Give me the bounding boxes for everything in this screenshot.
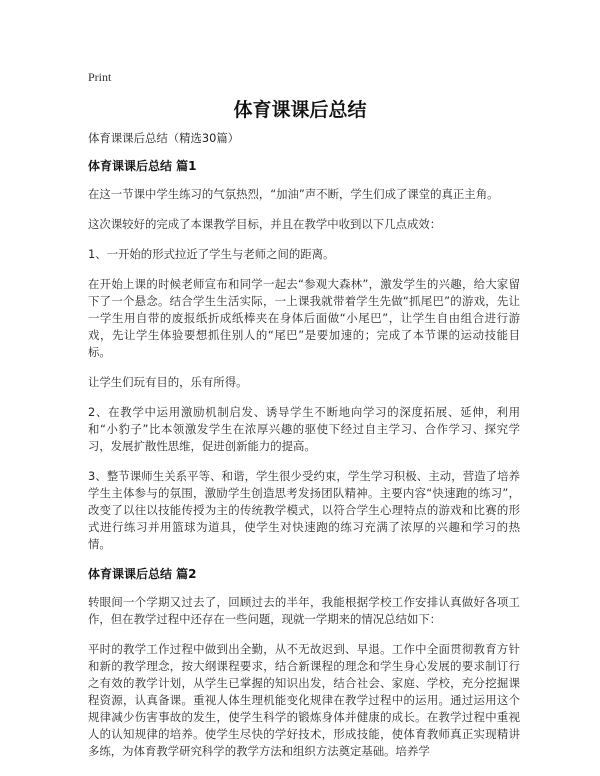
document-body — [88, 130, 520, 773]
document-subtitle: 体育课课后总结（精选30篇） — [88, 131, 240, 145]
document-title: 体育课课后总结 — [233, 99, 367, 121]
print-link[interactable]: Print — [88, 70, 112, 84]
paragraph: 3、整节课师生关系平等、和谐，学生很少受约束，学生学习积极、主动，营造了培养学生主体参与的氛围，激励学生创造思考发扬团队精神。主要内容“快速跑的练习”，改变了以往以技能传授为主的传统教学模式，以符合学生心理特点的游戏和比赛的形式进行练习并用篮球为道具，使学生对快速跑的练习充满了浓厚的兴趣和学习的热情。 — [88, 469, 520, 551]
paragraph: 在开始上课的时候老师宣布和同学一起去“参观大森林”，激发学生的兴趣，给大家留下了一个悬念。结合学生生活实际，一上课我就带着学生先做“抓尾巴”的游戏，先让一学生用自带的废报纸折成纸棒夹在身体后面做“小尾巴”，让学生自由组合进行游戏，先让学生体验要想抓住别人的“尾巴”是要加速的；完成了本节课的运动技能目标。 — [88, 277, 520, 359]
paragraph: 这次课较好的完成了本课教学目标，并且在教学中收到以下几点成效： — [88, 217, 442, 231]
section-heading: 体育课课后总结 篇1 — [88, 159, 197, 173]
paragraph: 在这一节课中学生练习的气氛热烈，“加油”声不断，学生们成了课堂的真正主角。 — [88, 187, 499, 201]
paragraph: 转眼间一个学期又过去了，回顾过去的半年，我能根据学校工作安排认真做好各项工作，但在教学过程中还存在一些问题，现就一学期来的情况总结如下： — [88, 595, 520, 626]
paragraph: 平时的教学工作过程中做到出全勤，从不无故迟到、早退。工作中全面贯彻教育方针和新的教学理念，按大纲课程要求，结合新课程的理念和学生身心发展的要求制订行之有效的教学计划，从学生已掌握的知识出发，结合社会、家庭、学校，充分挖掘课程资源，认真备课。重视人体生理机能变化规律在教学过程中的运用。通过运用这个规律减少伤害事故的发生，使学生科学的锻炼身体并健康的成长。在教学过程中重视人的认知规律的培养。使学生尽快的学好技术，形成技能，使体育教师真正实现精讲多练，为体育教学研究科学的教学方法和组织方法奠定基础。培养学 — [88, 642, 520, 758]
paragraph: 让学生们玩有目的，乐有所得。 — [88, 375, 248, 389]
paragraph: 2、在教学中运用激励机制启发、诱导学生不断地向学习的深度拓展、延伸，利用和“小豹子”比本领激发学生在浓厚兴趣的驱使下经过自主学习、合作学习、探究学习，发展扩散性思维，促进创新能力的提高。 — [88, 405, 520, 453]
paragraph: 1、一开始的形式拉近了学生与老师之间的距离。 — [88, 247, 335, 261]
section-heading: 体育课课后总结 篇2 — [88, 567, 197, 581]
